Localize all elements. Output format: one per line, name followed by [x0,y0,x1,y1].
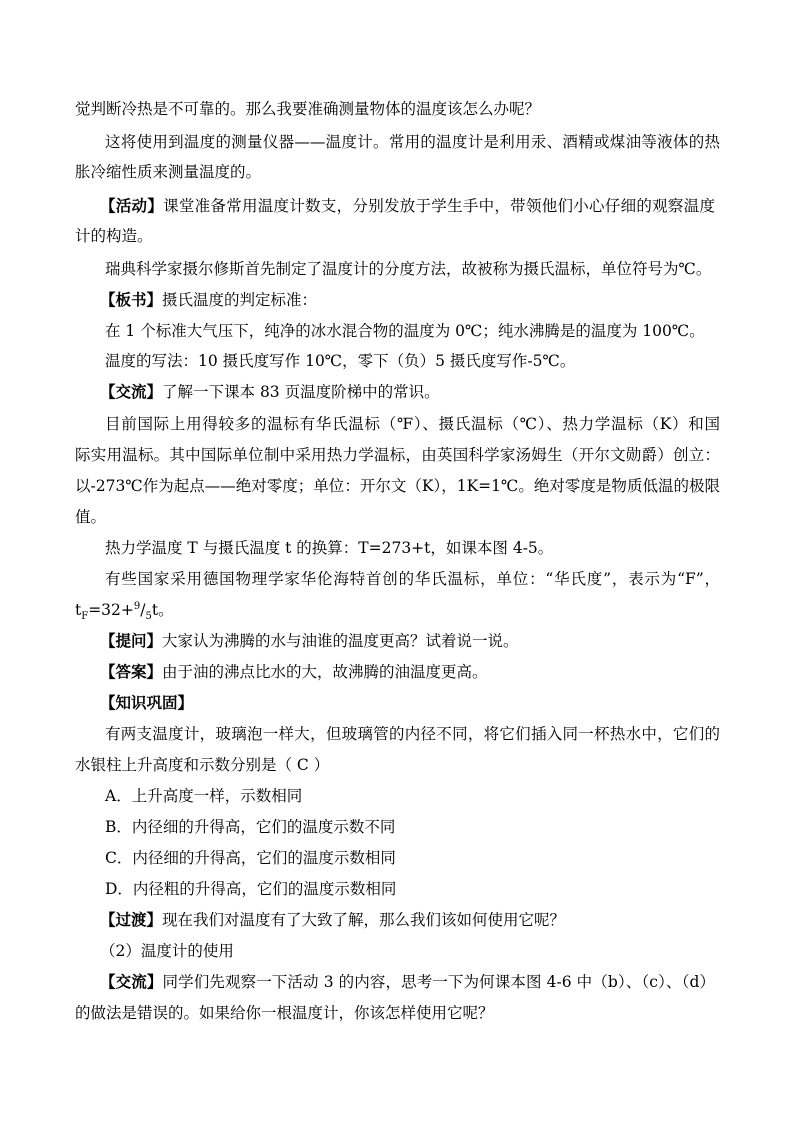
activity-tag: 【活动】 [100,196,164,215]
paragraph-line: 胀冷缩性质来测量温度的。 [75,163,262,181]
paragraph-line: 这将使用到温度的测量仪器——温度计。常用的温度计是利用汞、酒精或煤油等液体的热 [105,133,720,151]
option-b: B．内径细的升得高，它们的温度示数不同 [105,818,396,836]
option-d: D．内径粗的升得高，它们的温度示数相同 [105,880,397,898]
paragraph-line: 瑞典科学家摄尔修斯首先制定了温度计的分度方法，故被称为摄氏温标，单位符号为℃。 [105,260,712,278]
paragraph-line: 觉判断冷热是不可靠的。那么我要准确测量物体的温度该怎么办呢？ [75,100,541,118]
transition-paragraph: 【过渡】现在我们对温度有了大致了解，那么我们该如何使用它呢？ [100,910,566,929]
discussion-paragraph: 【交流】了解一下课本 83 页温度阶梯中的常识。 [100,382,440,401]
answer-tag: 【答案】 [100,662,163,681]
consolidation-tag: 【知识巩固】 [100,693,194,712]
discussion-tag: 【交流】 [100,382,163,401]
question-stem: 有两支温度计，玻璃泡一样大，但玻璃管的内径不同，将它们插入同一杯热水中，它们的 [105,725,720,743]
blackboard-tag: 【板书】 [100,290,163,309]
question-tag: 【提问】 [100,631,163,650]
discussion-tag: 【交流】 [100,972,163,991]
discussion-paragraph: 【交流】同学们先观察一下活动 3 的内容，思考一下为何课本图 4-6 中（b）、（c）、（d） [100,972,715,991]
paragraph-line: 热力学温度 T 与摄氏温度 t 的换算：T=273+t，如课本图 4-5。 [105,539,554,557]
paragraph-line: 有些国家采用德国物理学家华伦海特首创的华氏温标，单位：“华氏度”，表示为“F”， [105,570,720,588]
section-heading: （2）温度计的使用 [100,942,234,960]
option-c: C．内径细的升得高，它们的温度示数相同 [105,849,396,867]
paragraph-line: 值。 [75,508,107,526]
paragraph-line: 际实用温标。其中国际单位制中采用热力学温标，由英国科学家汤姆生（开尔文勋爵）创立： [75,446,720,464]
paragraph-line: 以-273℃作为起点——绝对零度；单位：开尔文（K），1K=1℃。绝对零度是物质低温的极限 [75,477,720,495]
paragraph-line: 目前国际上用得较多的温标有华氏温标（℉）、摄氏温标（℃）、热力学温标（K）和国 [105,415,720,433]
answer-paragraph: 【答案】由于油的沸点比水的大，故沸腾的油温度更高。 [100,662,488,681]
paragraph-line: 的做法是错误的。如果给你一根温度计，你该怎样使用它呢？ [75,1004,494,1022]
transition-tag: 【过渡】 [100,910,163,929]
fahrenheit-formula: $t_F=32+^9/_5t$。 [75,600,174,623]
paragraph-line: 温度的写法：10 摄氏度写作 10℃，零下（负）5 摄氏度写作-5℃。 [105,352,576,370]
paragraph-line: 在 1 个标准大气压下，纯净的冰水混合物的温度为 0℃；纯水沸腾是的温度为 100℃。 [105,322,705,340]
question-paragraph: 【提问】大家认为沸腾的水与油谁的温度更高？试着说一说。 [100,631,519,650]
paragraph-line: 计的构造。 [75,227,153,245]
option-a: A．上升高度一样，示数相同 [105,787,303,805]
question-stem: 水银柱上升高度和示数分别是（ C ） [75,756,330,774]
activity-paragraph: 【活动】课堂准备常用温度计数支，分别发放于学生手中，带领他们小心仔细的观察温度 [100,196,715,215]
blackboard-paragraph: 【板书】摄氏温度的判定标准： [100,290,318,309]
